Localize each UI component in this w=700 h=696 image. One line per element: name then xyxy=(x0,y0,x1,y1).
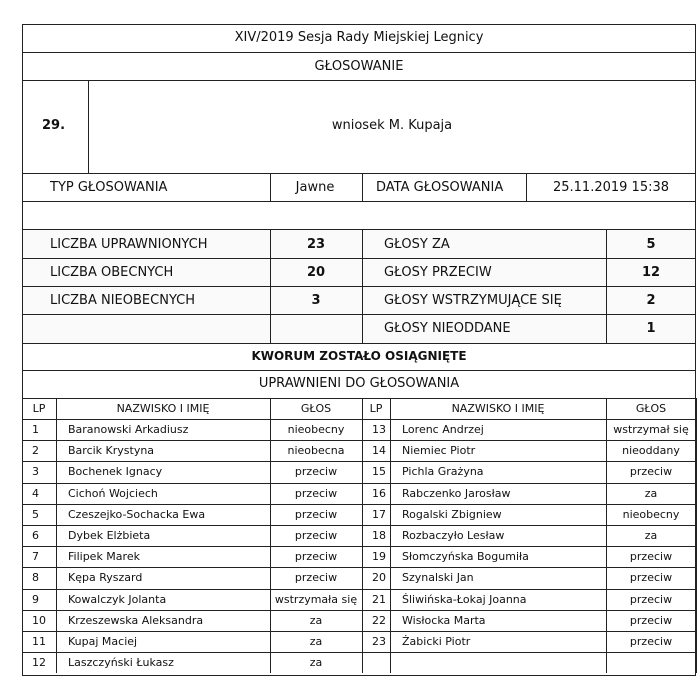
right-row-10-lp: 22 xyxy=(372,613,386,627)
right-row-10-vote: przeciw xyxy=(629,613,673,627)
right-row-9-name: Śliwińska-Łokaj Joanna xyxy=(402,592,527,606)
left-row-12-lp: 12 xyxy=(32,656,46,670)
votes-notcast-value: 1 xyxy=(646,321,656,336)
left-row-4-vote: przeciw xyxy=(294,486,338,500)
right-row-8-name: Szynalski Jan xyxy=(402,571,474,585)
voters-title: UPRAWNIENI DO GŁOSOWANIA xyxy=(258,376,460,391)
right-row-11-lp: 23 xyxy=(372,635,386,648)
right-col-lp-header: LP xyxy=(369,402,383,415)
right-row-7-vote: przeciw xyxy=(629,550,673,564)
left-row-2-name: Barcik Krystyna xyxy=(68,444,155,458)
right-row-7-lp: 19 xyxy=(372,550,386,564)
right-row-5-vote: nieobecny xyxy=(622,507,680,521)
right-col-vote-header: GŁOS xyxy=(635,402,667,415)
entitled-value: 23 xyxy=(306,237,326,252)
left-row-7-lp: 7 xyxy=(32,550,39,564)
votes-for-label: GŁOSY ZA xyxy=(384,237,450,252)
right-row-1-lp: 13 xyxy=(372,423,386,436)
right-row-3-lp: 15 xyxy=(372,465,386,479)
right-row-9-vote: przeciw xyxy=(629,592,673,606)
left-row-1-vote: nieobecny xyxy=(287,423,345,436)
left-row-12-name: Laszczyński Łukasz xyxy=(68,656,174,670)
votes-abstain-label: GŁOSY WSTRZYMUJĄCE SIĘ xyxy=(384,293,562,308)
section-title: GŁOSOWANIE xyxy=(314,59,404,74)
left-row-9-vote: wstrzymała się xyxy=(274,592,358,606)
left-row-1-lp: 1 xyxy=(32,423,39,436)
right-col-name-header: NAZWISKO I IMIĘ xyxy=(451,402,545,415)
left-row-5-vote: przeciw xyxy=(294,507,338,521)
left-row-6-vote: przeciw xyxy=(294,529,338,542)
left-row-2-vote: nieobecna xyxy=(287,444,345,458)
left-row-11-vote: za xyxy=(309,635,323,648)
absent-label: LICZBA NIEOBECNYCH xyxy=(50,293,196,308)
left-row-4-name: Cichoń Wojciech xyxy=(68,486,158,500)
votes-notcast-label: GŁOSY NIEODDANE xyxy=(384,321,511,336)
vote-date-label: DATA GŁOSOWANIA xyxy=(376,180,504,195)
right-row-9-lp: 21 xyxy=(372,592,386,606)
right-row-1-vote: wstrzymał się xyxy=(613,423,689,436)
left-row-2-lp: 2 xyxy=(32,444,39,458)
right-row-10-name: Wisłocka Marta xyxy=(402,613,486,627)
vote-type-label: TYP GŁOSOWANIA xyxy=(50,180,168,195)
left-row-6-name: Dybek Elżbieta xyxy=(68,529,151,542)
right-row-5-lp: 17 xyxy=(372,507,386,521)
left-row-8-name: Kępa Ryszard xyxy=(68,571,143,585)
right-row-2-vote: nieoddany xyxy=(622,444,680,458)
present-value: 20 xyxy=(306,265,326,280)
left-col-name-header: NAZWISKO I IMIĘ xyxy=(116,402,210,415)
right-row-6-name: Rozbaczyło Lesław xyxy=(402,529,505,542)
left-row-3-lp: 3 xyxy=(32,465,39,479)
item-number: 29. xyxy=(42,118,66,133)
votes-against-label: GŁOSY PRZECIW xyxy=(384,265,492,280)
right-row-6-vote: za xyxy=(644,529,658,542)
right-row-11-name: Żabicki Piotr xyxy=(402,635,471,648)
right-row-1-name: Lorenc Andrzej xyxy=(402,423,484,436)
right-row-3-vote: przeciw xyxy=(629,465,673,479)
absent-value: 3 xyxy=(311,293,321,308)
quorum-status: KWORUM ZOSTAŁO OSIĄGNIĘTE xyxy=(251,349,467,363)
left-row-4-lp: 4 xyxy=(32,486,39,500)
item-title: wniosek M. Kupaja xyxy=(331,118,453,133)
left-row-9-name: Kowalczyk Jolanta xyxy=(68,592,167,606)
left-row-8-lp: 8 xyxy=(32,571,39,585)
right-row-8-lp: 20 xyxy=(372,571,386,585)
left-row-10-vote: za xyxy=(309,613,323,627)
right-row-11-vote: przeciw xyxy=(629,635,673,648)
left-row-5-name: Czeszejko-Sochacka Ewa xyxy=(68,507,206,521)
left-row-9-lp: 9 xyxy=(32,592,39,606)
left-row-3-vote: przeciw xyxy=(294,465,338,479)
left-row-12-vote: za xyxy=(309,656,323,670)
right-row-3-name: Pichla Grażyna xyxy=(402,465,484,479)
left-row-11-name: Kupaj Maciej xyxy=(68,635,138,648)
left-row-6-lp: 6 xyxy=(32,529,39,542)
left-col-lp-header: LP xyxy=(32,402,46,415)
right-row-6-lp: 18 xyxy=(372,529,386,542)
votes-for-value: 5 xyxy=(646,237,656,252)
left-row-3-name: Bochenek Ignacy xyxy=(68,465,163,479)
session-title: XIV/2019 Sesja Rady Miejskiej Legnicy xyxy=(234,30,484,45)
left-row-1-name: Baranowski Arkadiusz xyxy=(68,423,189,436)
right-row-8-vote: przeciw xyxy=(629,571,673,585)
left-row-5-lp: 5 xyxy=(32,507,39,521)
right-row-4-vote: za xyxy=(644,486,658,500)
right-row-4-lp: 16 xyxy=(372,486,386,500)
entitled-label: LICZBA UPRAWNIONYCH xyxy=(50,237,208,252)
votes-abstain-value: 2 xyxy=(646,293,656,308)
left-row-7-name: Filipek Marek xyxy=(68,550,140,564)
left-row-10-name: Krzeszewska Aleksandra xyxy=(68,613,204,627)
present-label: LICZBA OBECNYCH xyxy=(50,265,174,280)
left-row-10-lp: 10 xyxy=(32,613,46,627)
right-row-5-name: Rogalski Zbigniew xyxy=(402,507,502,521)
right-row-2-name: Niemiec Piotr xyxy=(402,444,476,458)
left-row-8-vote: przeciw xyxy=(294,571,338,585)
right-row-2-lp: 14 xyxy=(372,444,386,458)
left-col-vote-header: GŁOS xyxy=(300,402,332,415)
left-row-11-lp: 11 xyxy=(32,635,46,648)
right-row-7-name: Słomczyńska Bogumiła xyxy=(402,550,529,564)
vote-date-value: 25.11.2019 15:38 xyxy=(552,180,670,195)
left-row-7-vote: przeciw xyxy=(294,550,338,564)
vote-type-value: Jawne xyxy=(295,180,335,195)
right-row-4-name: Rabczenko Jarosław xyxy=(402,486,511,500)
votes-against-value: 12 xyxy=(641,265,661,280)
